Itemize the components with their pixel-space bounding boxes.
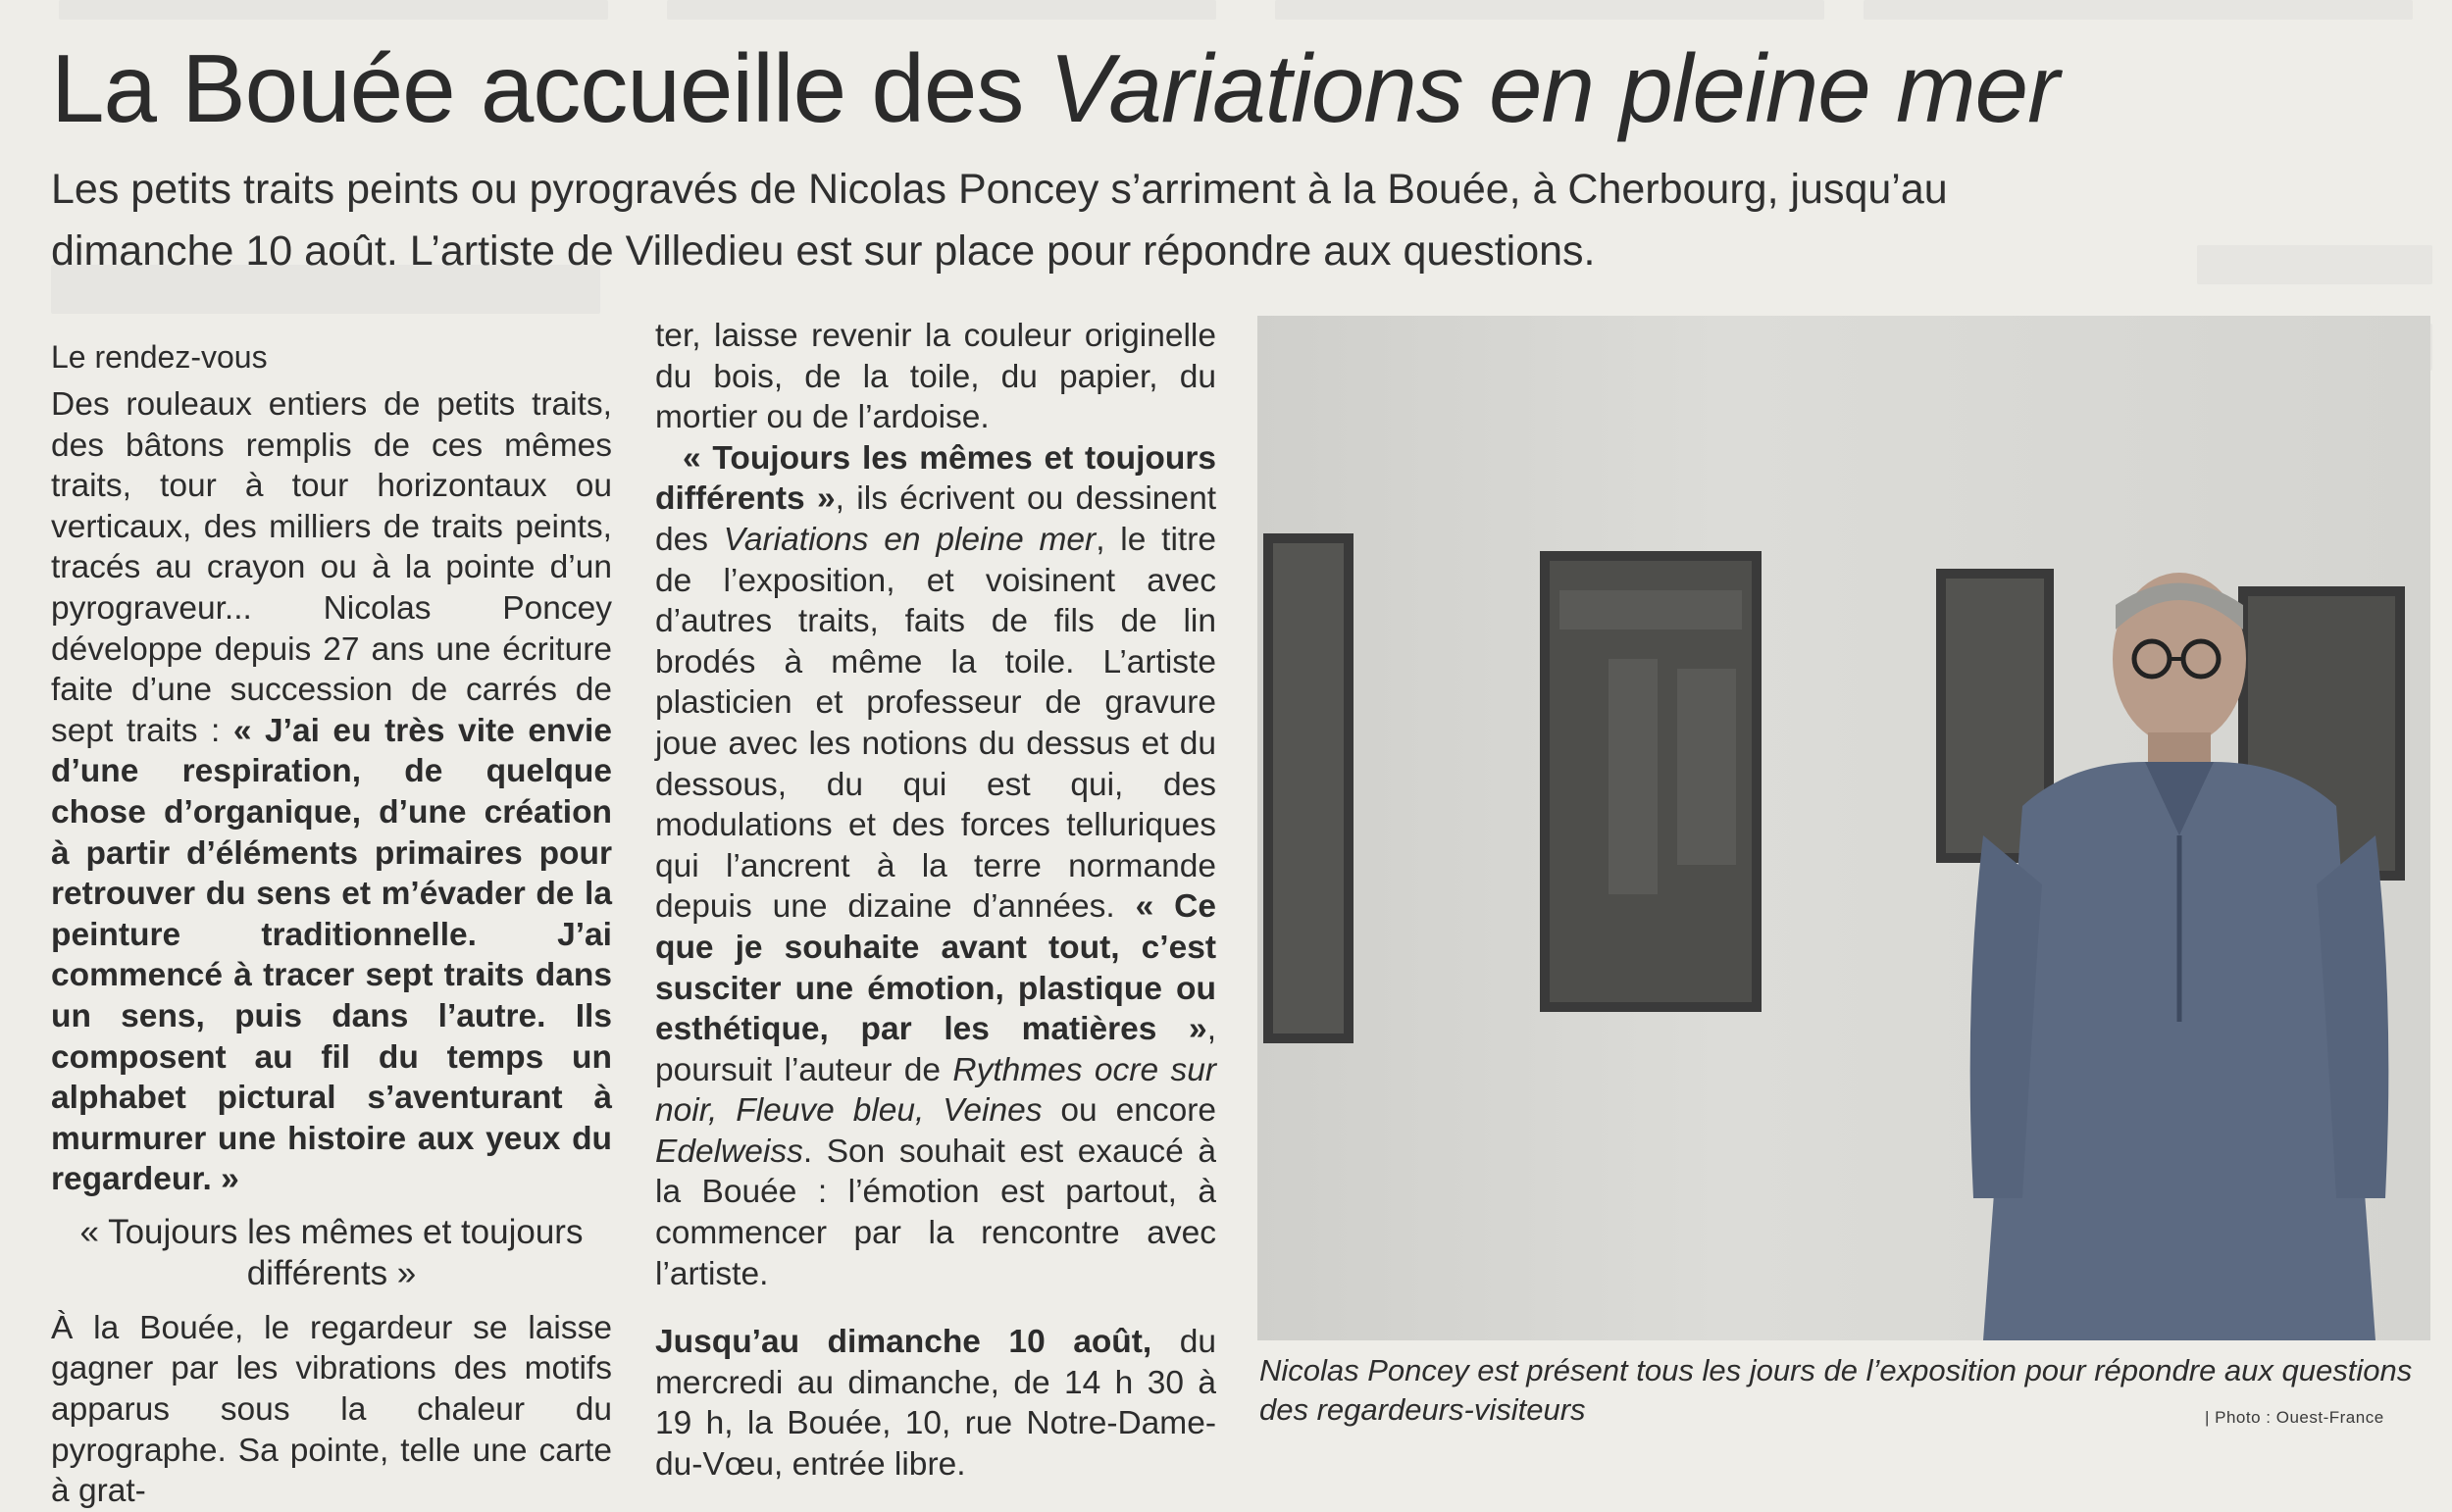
headline-italic: Variations en pleine mer — [1048, 34, 2059, 142]
article-photo — [1257, 316, 2430, 1340]
standfirst: Les petits traits peints ou pyrogravés de Nicolas Poncey s’arriment à la Bouée, à Cherbourg, jusqu’au dimanche 10 août. L’artiste de Villedieu est sur place pour répondre aux questions. — [51, 166, 1948, 275]
bleed-through-text — [2197, 245, 2432, 284]
paragraph: Des rouleaux entiers de petits traits, des bâtons remplis de ces mêmes traits, tour à tour horizontaux ou verticaux, des milliers de traits peints, tracés au crayon ou à la pointe d’un pyrograveur... Nicolas Poncey développe depuis 27 ans une écriture faite d’une succession de carrés de sept traits : « J’ai eu très vite envie d’une respiration, de quelque chose d’organique, d’une création à partir d’éléments primaires pour retrouver du sens et m’évader de la peinture traditionnelle. J’ai commencé à tracer sept traits dans un sens, puis dans l’autre. Ils composent au fil du temps un alphabet pictural s’aventurant à murmurer une histoire aux yeux du regardeur. » — [51, 386, 612, 1198]
bleed-through-text — [667, 0, 1216, 20]
paragraph: ter, laisse revenir la couleur originelle du bois, de la toile, du papier, du mortier ou de l’ardoise. — [655, 318, 1216, 436]
artist-portrait — [1944, 512, 2415, 1340]
practical-info: Jusqu’au dimanche 10 août, du mercredi au dimanche, de 14 h 30 à 19 h, la Bouée, 10, rue Notre-Dame-du-Vœu, entrée libre. — [655, 1324, 1216, 1484]
bleed-through-text — [1864, 0, 2413, 20]
paragraph: À la Bouée, le regardeur se laisse gagner par les vibrations des motifs apparus sous la chaleur du pyrographe. Sa pointe, telle une carte à grat- — [51, 1309, 612, 1510]
headline: La Bouée accueille des Variations en pleine mer — [51, 34, 2059, 142]
section-label: Le rendez-vous — [51, 339, 268, 375]
quote-bold: « J’ai eu très vite envie d’une respiration, de quelque chose d’organique, d’une création à partir d’éléments primaires pour retrouver du sens et m’évader de la peinture traditionnelle. J’ai commencé à tracer sept traits dans un sens, puis dans l’autre. Ils composent au fil du temps un alphabet pictural s’aventurant à murmurer une histoire aux yeux du regardeur. » — [51, 712, 612, 1198]
article-column-2 — [655, 316, 1216, 1486]
article-column-1 — [51, 335, 612, 1512]
pull-quote: « Toujours les mêmes et toujours différents » — [79, 1212, 584, 1292]
bleed-through-text — [1275, 0, 1824, 20]
photo-credit: | Photo : Ouest-France — [2205, 1408, 2384, 1427]
artwork-frame — [1263, 533, 1354, 1043]
artwork-frame — [1540, 551, 1762, 1012]
photo-caption: Nicolas Poncey est présent tous les jours de l’exposition pour répondre aux questions des regardeurs-visiteurs — [1259, 1353, 2413, 1427]
paragraph: « Toujours les mêmes et toujours différents », ils écrivent ou dessinent des Variations en pleine mer, le titre de l’exposition, et voisinent avec d’autres traits, faits de fils de lin brodés à même la toile. L’artiste plasticien et professeur de gravure joue avec les notions du dessus et du dessous, du qui est qui, des modulations et des forces telluriques qui l’ancrent à la terre normande depuis une dizaine d’années. « Ce que je souhaite avant tout, c’est susciter une émotion, plastique ou esthétique, par les matières », poursuit l’auteur de Rythmes ocre sur noir, Fleuve bleu, Veines ou encore Edelweiss. Son souhait est exaucé à la Bouée : l’émotion est partout, à commencer par la rencontre avec l’artiste. — [655, 439, 1217, 1292]
bleed-through-text — [59, 0, 608, 20]
